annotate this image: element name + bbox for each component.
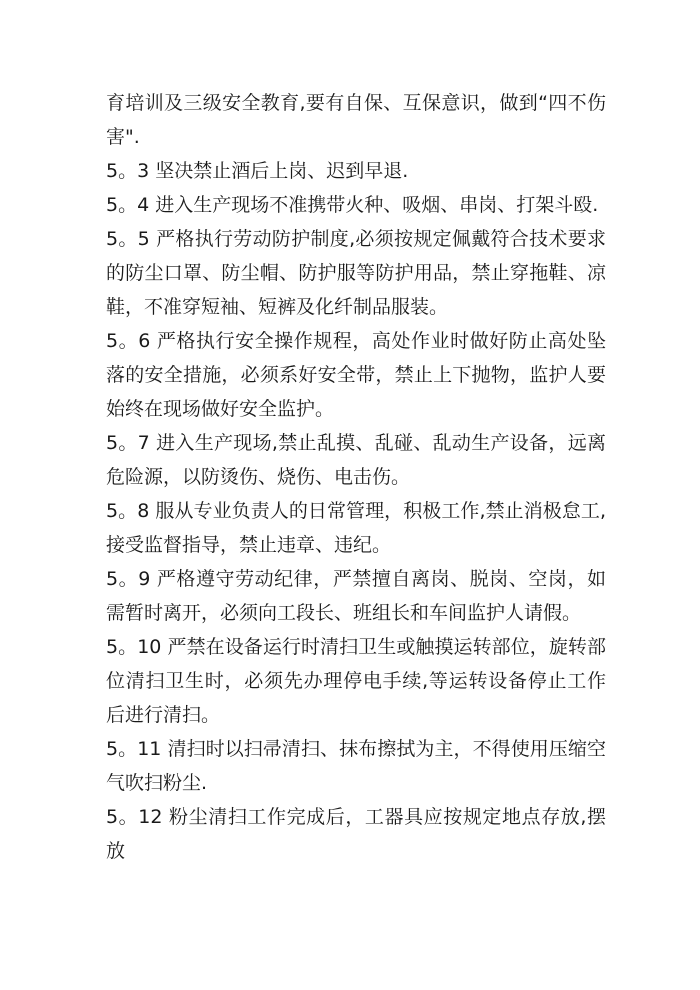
body-text [106, 86, 606, 868]
clause-5-5: 5。5 严格执行劳动防护制度,必须按规定佩戴符合技术要求的防尘口罩、防尘帽、防护服等防护用品，禁止穿拖鞋、凉鞋，不准穿短袖、短裤及化纤制品服装。 [106, 228, 606, 318]
clause-5-6: 5。6 严格执行安全操作规程，高处作业时做好防止高处坠落的安全措施，必须系好安全带，禁止上下抛物，监护人要始终在现场做好安全监护。 [106, 330, 606, 420]
paragraph-continuation: 育培训及三级安全教育,要有自保、互保意识，做到“四不伤害". [106, 92, 606, 148]
clause-5-11: 5。11 清扫时以扫帚清扫、抹布擦拭为主，不得使用压缩空气吹扫粉尘. [106, 738, 606, 794]
clause-5-9: 5。9 严格遵守劳动纪律，严禁擅自离岗、脱岗、空岗，如需暂时离开，必须向工段长、班组长和车间监护人请假。 [106, 568, 606, 624]
clause-5-10: 5。10 严禁在设备运行时清扫卫生或触摸运转部位，旋转部位清扫卫生时，必须先办理停电手续,等运转设备停止工作后进行清扫。 [106, 636, 606, 726]
clause-5-3: 5。3 坚决禁止酒后上岗、迟到早退. [106, 160, 409, 182]
clause-5-7: 5。7 进入生产现场,禁止乱摸、乱碰、乱动生产设备，远离危险源，以防烫伤、烧伤、电击伤。 [106, 432, 606, 488]
clause-5-4: 5。4 进入生产现场不准携带火种、吸烟、串岗、打架斗殴. [106, 194, 599, 216]
clause-5-8: 5。8 服从专业负责人的日常管理，积极工作,禁止消极怠工,接受监督指导，禁止违章、违纪。 [106, 500, 606, 556]
clause-5-12: 5。12 粉尘清扫工作完成后，工器具应按规定地点存放,摆放 [106, 806, 606, 862]
